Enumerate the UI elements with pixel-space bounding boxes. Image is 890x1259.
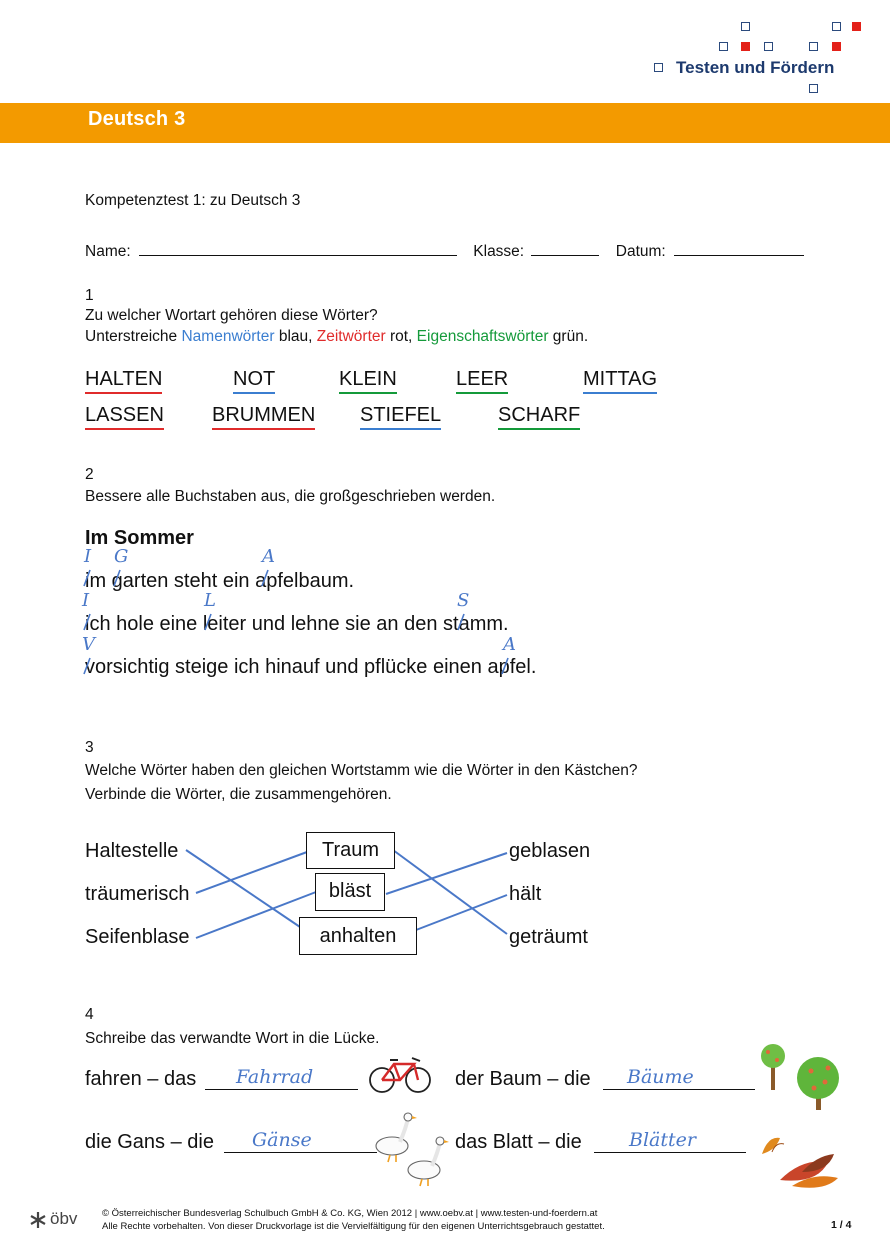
task1-number: 1: [85, 287, 94, 304]
publisher-logo: öbv: [50, 1209, 78, 1228]
task3-instruction: Verbinde die Wörter, die zusammengehören.: [85, 786, 392, 803]
task3-number: 3: [85, 739, 94, 756]
adj-color-word: grün.: [548, 328, 589, 345]
gap-blaetter[interactable]: [594, 1152, 746, 1153]
story-line-3: vorsichtig steige ich hinauf und pflücke einen apfel.: [85, 656, 537, 678]
leaves-icon: [758, 1132, 842, 1192]
date-label: Datum:: [615, 243, 666, 260]
bicycle-icon: [368, 1054, 432, 1096]
geese-icon: [370, 1110, 454, 1192]
word-halten[interactable]: HALTEN: [85, 367, 162, 394]
correction-1: I: [84, 546, 92, 567]
stem-box-blaest[interactable]: bläst: [315, 873, 385, 911]
name-label: Name:: [85, 243, 131, 260]
publisher-star-icon: [28, 1210, 48, 1230]
trees-icon: [756, 1038, 846, 1114]
test-title: Kompetenztest 1: zu Deutsch 3: [85, 192, 301, 209]
answer-blaetter: Blätter: [629, 1129, 696, 1151]
correction-2: G: [114, 546, 129, 567]
word-mittag[interactable]: MITTAG: [583, 367, 657, 394]
stem-box-traum[interactable]: Traum: [306, 832, 395, 869]
answer-gaense: Gänse: [252, 1129, 312, 1151]
gap-gaense[interactable]: [224, 1152, 377, 1153]
answer-fahrrad: Fahrrad: [236, 1066, 314, 1088]
task2-instruction: Bessere alle Buchstaben aus, die großgeschrieben werden.: [85, 488, 496, 505]
adj-term: Eigenschaftswörter: [416, 328, 549, 345]
stem-box-anhalten[interactable]: anhalten: [299, 917, 417, 955]
class-label: Klasse:: [473, 243, 525, 260]
noun-term: Namenwörter: [181, 328, 275, 345]
task2-number: 2: [85, 466, 94, 483]
task4-instruction: Schreibe das verwandte Wort in die Lücke.: [85, 1030, 380, 1047]
prompt-baum: der Baum – die: [455, 1068, 591, 1090]
noun-color-word: blau,: [274, 328, 317, 345]
right-word-1[interactable]: geblasen: [509, 840, 591, 862]
form-row: [85, 241, 804, 261]
task1-instruction: [85, 328, 588, 346]
left-word-1[interactable]: Haltestelle: [85, 840, 179, 862]
right-word-3[interactable]: geträumt: [509, 926, 588, 948]
instr-prefix: Unterstreiche: [85, 328, 182, 345]
prompt-blatt: das Blatt – die: [455, 1131, 582, 1153]
correction-5: L: [204, 590, 216, 611]
gap-fahrrad[interactable]: [205, 1089, 358, 1090]
correction-6: S: [457, 590, 470, 611]
correction-3: A: [262, 546, 275, 567]
class-field[interactable]: [531, 241, 599, 256]
prompt-gans: die Gans – die: [85, 1131, 214, 1153]
word-leer[interactable]: LEER: [456, 367, 508, 394]
verb-term: Zeitwörter: [316, 328, 386, 345]
word-not[interactable]: NOT: [233, 367, 275, 394]
right-word-2[interactable]: hält: [509, 883, 542, 905]
story-title: Im Sommer: [85, 527, 194, 549]
page-number: 1 / 4: [831, 1219, 852, 1231]
date-field[interactable]: [674, 241, 804, 256]
correction-4: I: [82, 590, 90, 611]
word-stiefel[interactable]: STIEFEL: [360, 403, 441, 430]
word-brummen[interactable]: BRUMMEN: [212, 403, 315, 430]
gap-baeume[interactable]: [603, 1089, 755, 1090]
prompt-fahren: fahren – das: [85, 1068, 197, 1090]
story-line-1: im garten steht ein apfelbaum.: [85, 570, 355, 592]
name-field[interactable]: [139, 241, 457, 256]
story-line-2: ich hole eine leiter und lehne sie an den stamm.: [85, 613, 509, 635]
correction-strokes: [0, 530, 890, 690]
correction-7: V: [82, 634, 95, 655]
correction-8: A: [503, 634, 516, 655]
left-word-2[interactable]: träumerisch: [85, 883, 190, 905]
subject-title: Deutsch 3: [88, 108, 186, 130]
word-lassen[interactable]: LASSEN: [85, 403, 164, 430]
verb-color-word: rot,: [385, 328, 417, 345]
task4-number: 4: [85, 1006, 94, 1023]
left-word-3[interactable]: Seifenblase: [85, 926, 190, 948]
word-klein[interactable]: KLEIN: [339, 367, 397, 394]
footer-copyright: © Österreichischer Bundesverlag Schulbuch GmbH & Co. KG, Wien 2012 | www.oebv.at | www.testen-und-foerdern.at: [102, 1208, 598, 1219]
answer-baeume: Bäume: [627, 1066, 694, 1088]
brand-name: Testen und Fördern: [676, 58, 835, 77]
word-scharf[interactable]: SCHARF: [498, 403, 580, 430]
footer-rights: Alle Rechte vorbehalten. Von dieser Druckvorlage ist die Vervielfältigung für den eigenen Unterrichtsgebrauch gestattet.: [102, 1221, 605, 1232]
task1-question: Zu welcher Wortart gehören diese Wörter?: [85, 307, 378, 324]
task3-question: Welche Wörter haben den gleichen Wortstamm wie die Wörter in den Kästchen?: [85, 762, 638, 779]
